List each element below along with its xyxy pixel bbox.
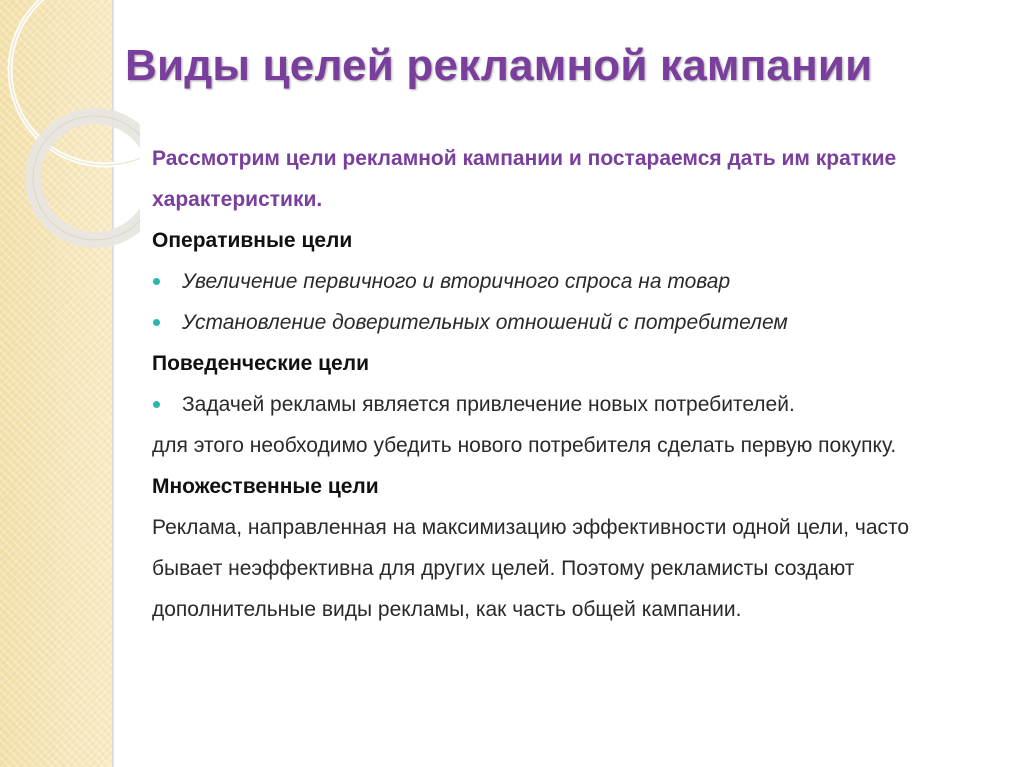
- decorative-rings-icon: [0, 0, 140, 280]
- section-text-multiple: Реклама, направленная на максимизацию эффективности одной цели, часто бывает неэффективна для других целей. Поэтому рекламисты создают дополнительные виды рекламы, как часть общей кампании.: [152, 516, 910, 621]
- section-heading-behavioral: Поведенческие цели: [152, 352, 369, 375]
- intro-text: Рассмотрим цели рекламной кампании и постараемся дать им краткие характеристики.: [152, 147, 897, 211]
- bullet-item: Увеличение первичного и вторичного спроса на товар: [152, 261, 952, 302]
- bullet-item: Задачей рекламы является привлечение новых потребителей.: [152, 384, 952, 425]
- slide-title: Виды целей рекламной кампании: [125, 41, 873, 90]
- section-text-behavioral: для этого необходимо убедить нового потребителя сделать первую покупку.: [152, 434, 897, 457]
- slide-content: [152, 138, 952, 630]
- section-heading-multiple: Множественные цели: [152, 475, 379, 498]
- section-heading-operational: Оперативные цели: [152, 229, 353, 252]
- bullet-item: Установление доверительных отношений с потребителем: [152, 302, 952, 343]
